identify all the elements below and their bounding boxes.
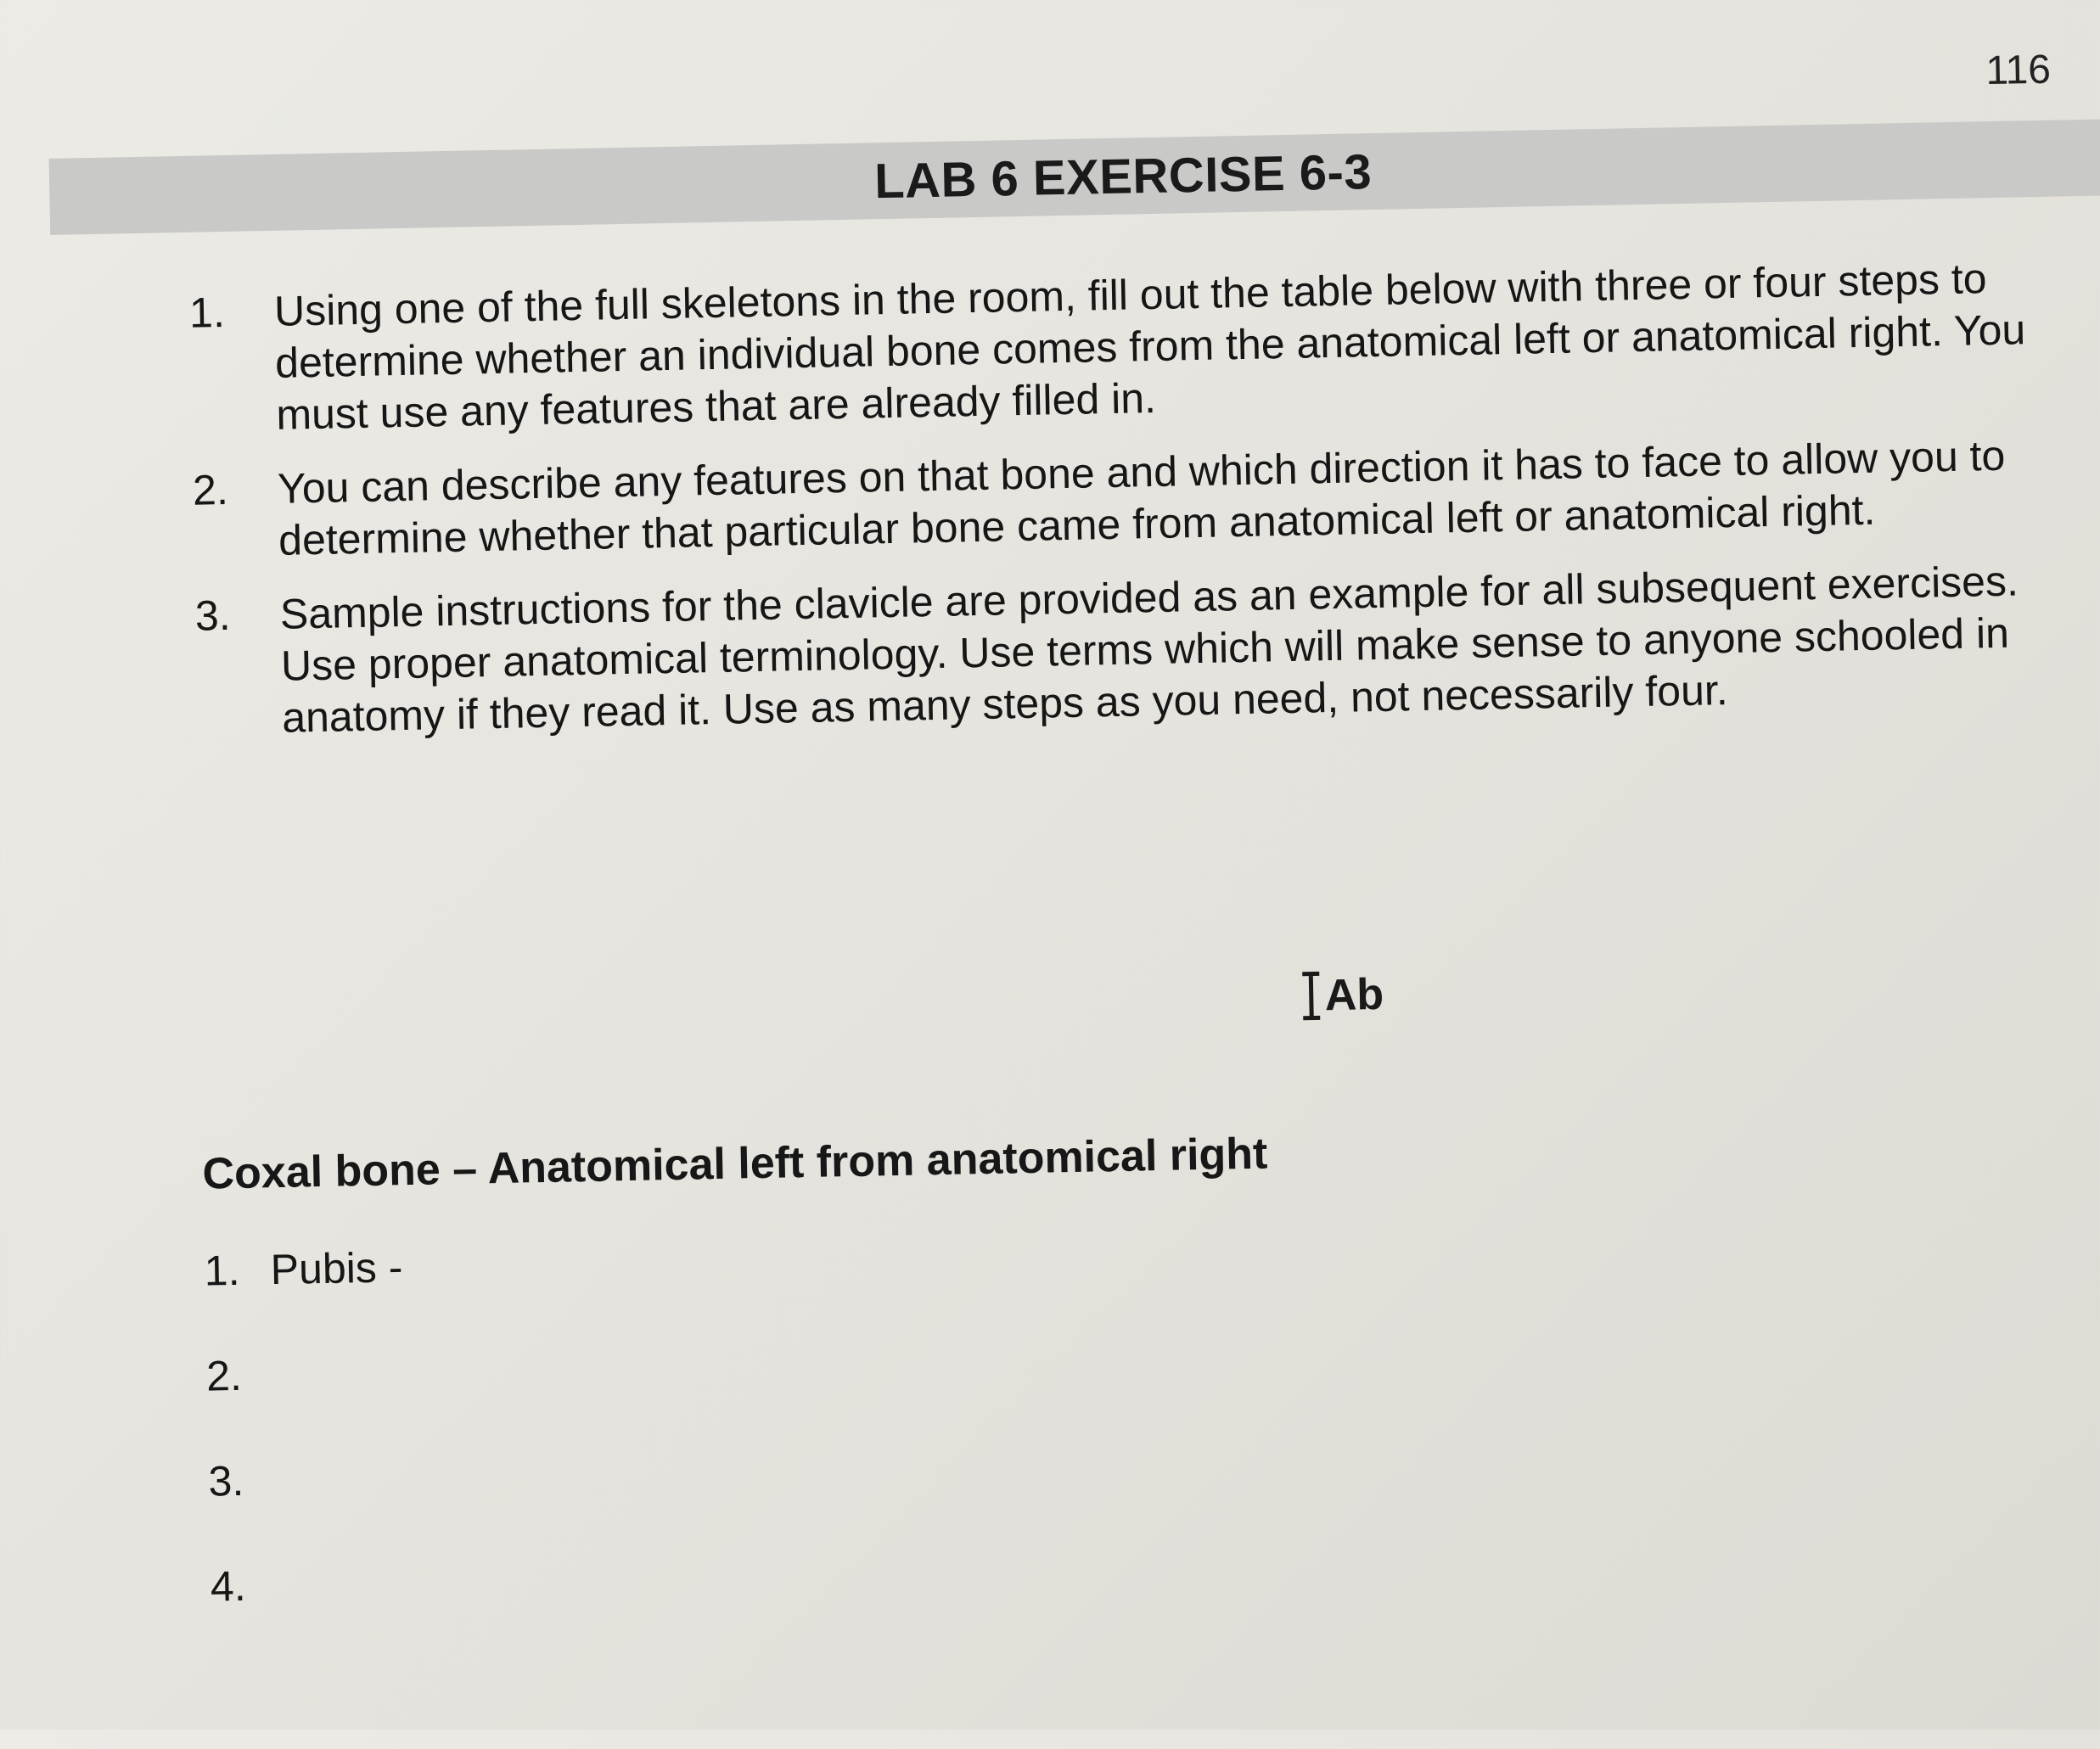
step-number: 1. xyxy=(204,1246,240,1295)
instructions-list xyxy=(188,252,2047,768)
instruction-item xyxy=(188,252,2041,443)
step-number: 3. xyxy=(207,1456,244,1505)
instruction-text[interactable]: Sample instructions for the clavicle are provided as an example for all subsequent exercises. Use proper anatomical terminology. Use terms which will make sense to anyone schooled in anatomy if they read it. Use as many steps as you need, not necessarily four. xyxy=(279,557,2019,742)
page-number: 116 xyxy=(1985,47,2052,94)
instruction-number: 2. xyxy=(192,465,229,514)
step-text[interactable]: Pubis - xyxy=(270,1243,403,1294)
instruction-item xyxy=(192,429,2044,569)
step-item xyxy=(204,1242,404,1351)
i-beam-icon xyxy=(1299,970,1323,1022)
step-number: 4. xyxy=(210,1561,247,1611)
cursor-label: Ab xyxy=(1324,969,1384,1021)
exercise-header-bar xyxy=(49,119,2100,235)
steps-list xyxy=(204,1242,410,1667)
instruction-text[interactable]: Using one of the full skeletons in the room, fill out the table below with three or four steps to determine whether an individual bone comes from the anatomical left or anatomical right. You must use any features that are already filled in. xyxy=(273,255,2026,439)
instruction-number: 1. xyxy=(188,288,226,337)
exercise-title: LAB 6 EXERCISE 6-3 xyxy=(873,143,1373,209)
instruction-text[interactable]: You can describe any features on that bone and which direction it has to face to allow you to determine whether that particular bone came from anatomical left or anatomical right. xyxy=(277,431,2006,564)
step-number: 2. xyxy=(205,1351,243,1400)
step-item xyxy=(210,1558,410,1667)
instruction-item xyxy=(194,555,2047,746)
step-item xyxy=(206,1348,407,1456)
section-title: Coxal bone – Anatomical left from anatomical right xyxy=(201,1129,1268,1199)
text-cursor-icon xyxy=(1299,969,1384,1022)
instruction-number: 3. xyxy=(194,591,232,640)
step-item xyxy=(208,1453,408,1561)
